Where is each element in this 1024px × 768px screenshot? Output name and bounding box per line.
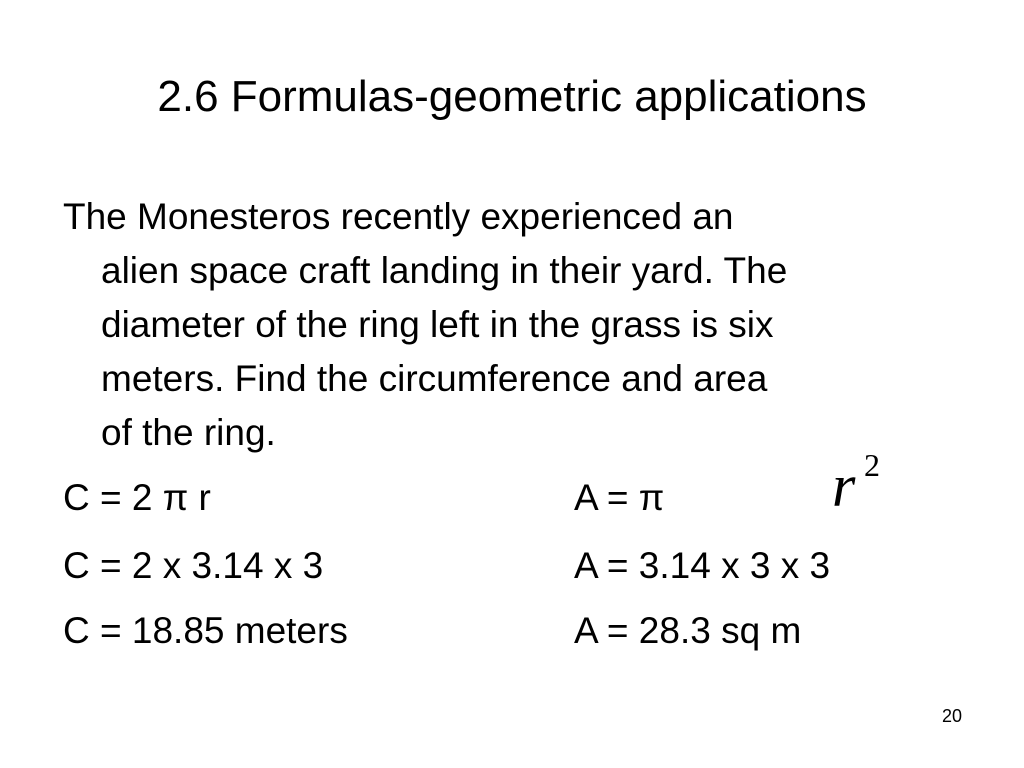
problem-text: [63, 190, 963, 460]
page-number: 20: [941, 706, 962, 726]
circumference-formula: C = 2 π r: [63, 477, 211, 518]
problem-line: diameter of the ring left in the grass is six: [101, 304, 774, 345]
area-formula: A = π: [574, 477, 665, 518]
slide-title: 2.6 Formulas-geometric applications: [157, 72, 867, 121]
area-substitution: A = 3.14 x 3 x 3: [574, 545, 831, 586]
r-squared-equation: [832, 446, 880, 526]
circumference-substitution: C = 2 x 3.14 x 3: [63, 545, 324, 586]
area-result: A = 28.3 sq m: [574, 610, 802, 651]
formula-row: [63, 538, 963, 594]
formula-row: [63, 470, 963, 526]
radius-variable: r: [832, 453, 856, 519]
problem-line: The Monesteros recently experienced an: [63, 196, 734, 237]
circumference-result: C = 18.85 meters: [63, 610, 348, 651]
problem-line: alien space craft landing in their yard. The: [101, 250, 788, 291]
problem-line: of the ring.: [101, 412, 276, 453]
problem-line: meters. Find the circumference and area: [101, 358, 768, 399]
exponent: 2: [864, 447, 880, 483]
formula-row: [63, 603, 963, 659]
